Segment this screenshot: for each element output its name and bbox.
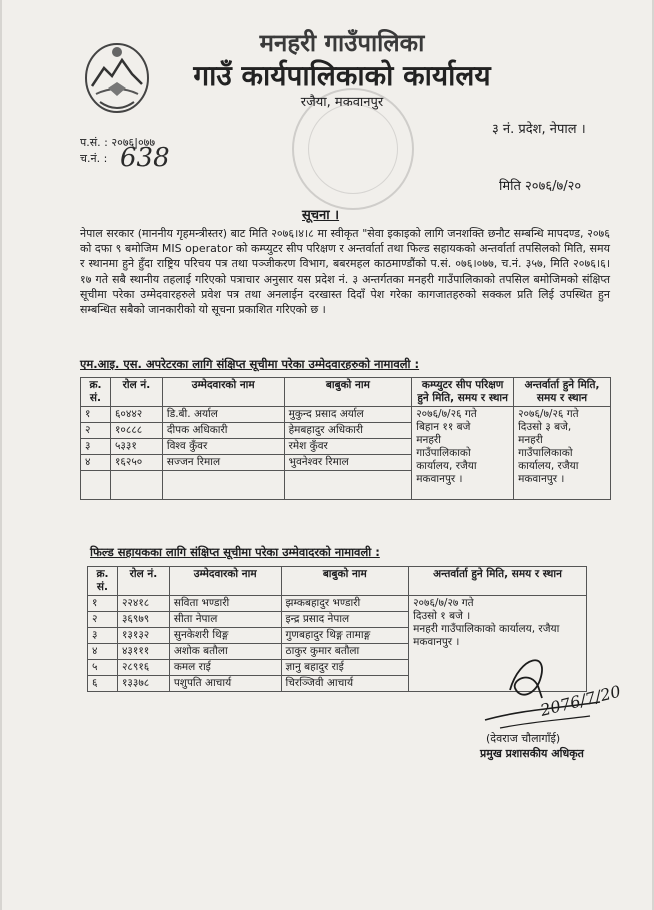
cell-serial: २ [88, 612, 118, 628]
cell-father: हेमबहादुर अधिकारी [284, 423, 412, 439]
skill-test-line: बिहान ११ बजे [416, 421, 471, 433]
cell-name: डि.बी. अर्याल [162, 407, 284, 423]
skill-test-line: मनहरी [416, 434, 441, 446]
col-header: रोल नं. [110, 378, 162, 407]
mis-operator-table [80, 377, 611, 500]
cell-roll: १०८८८ [110, 423, 162, 439]
table2-heading: फिल्ड सहायकका लागि संक्षिप्त सूचीमा परेका उम्मेवादरको नामावली : [90, 545, 380, 559]
notice-body: नेपाल सरकार (माननीय गृहमन्त्रीस्तर) बाट मिति २०७६।४।८ मा स्वीकृत "सेवा इकाइको लागि जनशक्ति छनौट सम्बन्धि मापदण्ड, २०७६ को दफा ९ बमोजिम MIS operator को कम्प्युटर सीप परिक्षण र अन्तर्वार्ता तथा फिल्ड सहायकको अन्तर्वार्ता तपसिलको मिति, समय र स्थानमा हुने हुँदा राष्ट्रिय परिचय पत्र तथा पञ्जीकरण विभाग, बबरमहल काठमाण्डौंको प.सं. ०७६।०७७, च.नं. ३५७, मिति २०७६।६।१७ गते सबै स्थानीय तहलाई गरिएको पत्राचार अनुसार यस प्रदेश नं. ३ अन्तर्गतका मनहरी गाउँपालिकाको तपसिल बमोजिमको संक्षिप्त सूचीमा परेका उम्मेदवारहरुले प्रवेश पत्र तथा अनलाईन दरखास्त दिदाँ पेश गरेका कागजातहरुको सक्कल प्रति लिई उपस्थित हुन सम्बन्धित सबैको जानकारीको यो सूचना प्रकाशित गरिएको छ । [80, 227, 610, 317]
notice-title: सूचना । [302, 208, 340, 223]
interview-line: दिउसो १ बजे । [413, 610, 471, 622]
cell-father: भुवनेश्वर रिमाल [284, 455, 412, 471]
cell-blank [110, 471, 162, 500]
cell-serial: ४ [88, 644, 118, 660]
signatory-name: (देवराज चौलागाँई) [486, 732, 561, 745]
interview-line: गाउँपालिकाको [518, 447, 573, 459]
patra-sankhya: प.सं. : २०७६|०७७ [80, 136, 156, 149]
interview-line: मकवानपुर । [518, 473, 565, 485]
cell-father: रमेश कुँवर [284, 439, 412, 455]
skill-test-line: मकवानपुर । [416, 473, 463, 485]
cell-serial: ३ [88, 628, 118, 644]
cell-name: कमल राई [169, 660, 281, 676]
cell-roll: १३१३२ [117, 628, 169, 644]
cell-roll: १३३७८ [117, 676, 169, 692]
table-header-row [88, 567, 587, 596]
table-header-row [81, 378, 611, 407]
interview-line: २०७६/७/२६ गते [518, 408, 579, 420]
cell-name: दीपक अधिकारी [162, 423, 284, 439]
cell-father: इन्द्र प्रसाद नेपाल [281, 612, 409, 628]
cell-name: सुनकेशरी थिङ्ग [169, 628, 281, 644]
cell-father: मुकुन्द प्रसाद अर्याल [284, 407, 412, 423]
table-row [81, 407, 611, 423]
cell-name: विश्व कुँवर [162, 439, 284, 455]
interview-line: मकवानपुर । [413, 636, 460, 648]
interview-line: मनहरी [518, 434, 543, 446]
cell-serial: १ [81, 407, 111, 423]
skill-test-line: कार्यालय, रजैया [416, 460, 477, 472]
province-label: ३ नं. प्रदेश, नेपाल । [492, 122, 586, 137]
cell-blank [162, 471, 284, 500]
cell-blank [81, 471, 111, 500]
issue-date: मिति २०७६/७/२० [499, 179, 582, 194]
col-header: कम्प्युटर सीप परिक्षण हुने मिति, समय र स्थान [412, 378, 514, 407]
col-header: क्र. सं. [81, 378, 111, 407]
col-header: अन्तर्वार्ता हुने मिति, समय र स्थान [514, 378, 611, 407]
notice-document [2, 0, 652, 910]
col-header: उम्मेदवारको नाम [162, 378, 284, 407]
chalani-handwritten-number: 638 [120, 143, 170, 173]
cell-interview [514, 407, 611, 500]
signature-image [480, 650, 623, 732]
col-header: उम्मेदवारको नाम [169, 567, 281, 596]
col-header: बाबुको नाम [281, 567, 409, 596]
cell-serial: ५ [88, 660, 118, 676]
cell-father: चिरञ्जिवी आचार्य [281, 676, 409, 692]
interview-line: दिउसो ३ बजे, [518, 421, 572, 433]
office-name: मनहरी गाउँपालिका [259, 29, 425, 57]
cell-roll: ६०४४२ [110, 407, 162, 423]
signatory-title: प्रमुख प्रशासकीय अधिकृत [480, 747, 584, 760]
cell-serial: ४ [81, 455, 111, 471]
cell-name: अशोक बतौला [169, 644, 281, 660]
table-row [88, 596, 587, 612]
col-header: बाबुको नाम [284, 378, 412, 407]
cell-serial: १ [88, 596, 118, 612]
cell-father: गुणबहादुर थिङ्ग तामाङ्ग [281, 628, 409, 644]
svg-text:2076/7/20: 2076/7/20 [538, 681, 623, 720]
cell-roll: २२४१८ [117, 596, 169, 612]
nepal-emblem-icon [82, 38, 152, 116]
cell-roll: १६२५० [110, 455, 162, 471]
cell-father: झम्कबहादुर भण्डारी [281, 596, 409, 612]
cell-father: ठाकुर कुमार बतौला [281, 644, 409, 660]
cell-serial: २ [81, 423, 111, 439]
skill-test-line: २०७६/७/२६ गते [416, 408, 477, 420]
cell-blank [284, 471, 412, 500]
col-header: अन्तर्वार्ता हुने मिति, समय र स्थान [409, 567, 587, 596]
cell-roll: ४३१११ [117, 644, 169, 660]
cell-name: सविता भण्डारी [169, 596, 281, 612]
interview-line: मनहरी गाउँपालिकाको कार्यालय, रजैया [413, 623, 560, 635]
office-title: गाउँ कार्यपालिकाको कार्यालय [193, 59, 491, 92]
cell-serial: ६ [88, 676, 118, 692]
cell-serial: ३ [81, 439, 111, 455]
cell-name: पशुपति आचार्य [169, 676, 281, 692]
cell-name: सीता नेपाल [169, 612, 281, 628]
cell-roll: ३६९७९ [117, 612, 169, 628]
cell-father: ज्ञानु बहादुर राई [281, 660, 409, 676]
cell-name: सज्जन रिमाल [162, 455, 284, 471]
interview-line: २०७६/७/२७ गते [413, 597, 474, 609]
cell-roll: २८९१६ [117, 660, 169, 676]
cell-skill-test [412, 407, 514, 500]
cell-roll: ५३३१ [110, 439, 162, 455]
col-header: रोल नं. [117, 567, 169, 596]
chalani-label: च.नं. : [80, 152, 108, 165]
interview-line: कार्यालय, रजैया [518, 460, 579, 472]
table1-heading: एम.आइ. एस. अपरेटरका लागि संक्षिप्त सूचीमा परेका उम्मेदवारहरुको नामावली : [80, 357, 420, 371]
skill-test-line: गाउँपालिकाको [416, 447, 471, 459]
office-address: रजैया, मकवानपुर [300, 95, 384, 110]
col-header: क्र. सं. [88, 567, 118, 596]
